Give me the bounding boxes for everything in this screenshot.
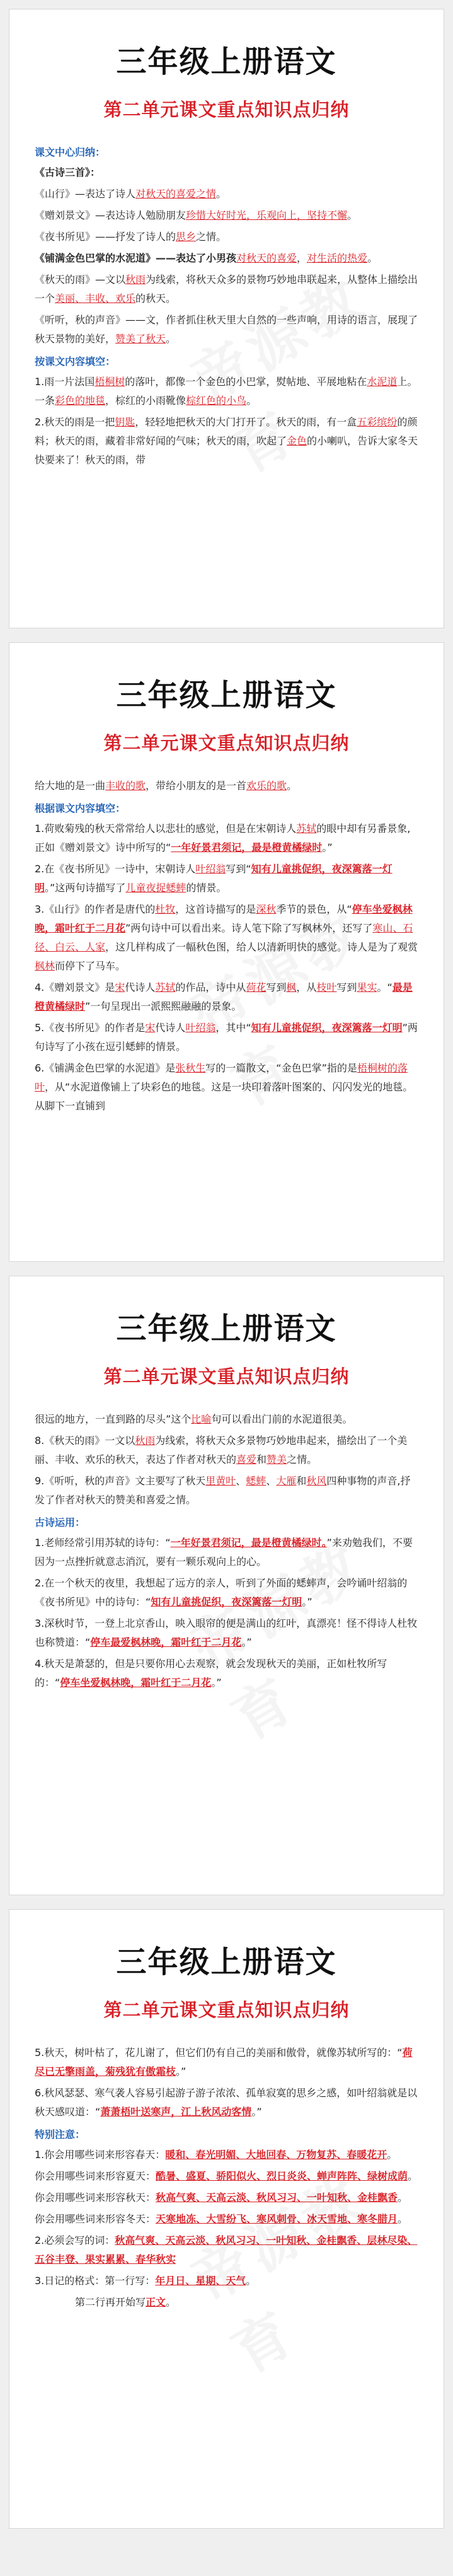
page-subtitle: 第二单元课文重点知识点归纳 [103, 99, 350, 120]
page-subtitle: 第二单元课文重点知识点归纳 [103, 1366, 350, 1387]
paragraph: 《古诗三首》： [35, 166, 101, 178]
paragraph: 1.老师经常引用苏轼的诗句：“一年好景君须记，最是橙黄橘绿时。”来劝勉我们，不要因为一点挫折就意志消沉，要有一颗乐观向上的心。 [35, 1537, 413, 1568]
page-title: 三年级上册语文 [116, 678, 337, 713]
paragraph: 《听听，秋的声音》——文，作者抓住秋天里大自然的一些声响，用诗的语言，展现了秋天景物的美好，赞美了秋天。 [35, 314, 418, 345]
paragraph: 4.秋天是萧瑟的，但是只要你用心去观察，就会发现秋天的美丽，正如杜牧所写的：“停车坐爱枫林晚，霜叶红于二月花。” [35, 1658, 387, 1689]
paragraph: 《山行》—表达了诗人对秋天的喜爱之情。 [35, 188, 227, 200]
paragraph: 6.《铺满金色巴掌的水泥道》是张秋生写的一篇散文，“金色巴掌”指的是梧桐树的落叶，从“水泥道像铺上了块彩色的地毯。这是一块印着落叶图案的、闪闪发光的地毯。从脚下一直铺到 [35, 1062, 413, 1112]
paragraph: 2.秋天的雨是一把钥匙，轻轻地把秋天的大门打开了。秋天的雨，有一盒五彩缤纷的颜料；秋天的雨，藏着非常好闻的气味；秋天的雨，吹起了金色的小喇叭，告诉大家冬天快要来了！秋天的雨，带 [35, 416, 418, 466]
paragraph: 1.你会用哪些词来形容春天：暖和、春光明媚、大地回春、万物复苏、春暖花开。 [35, 2149, 398, 2161]
page-title: 三年级上册语文 [116, 1311, 337, 1346]
paragraph: 《夜书所见》——抒发了诗人的思乡之情。 [35, 231, 227, 243]
paragraph: 4.《赠刘景文》是宋代诗人苏轼的作品，诗中从荷花写到枫，从枝叶写到果实。“最是橙黄橘绿时”一句呈现出一派熙熙融融的景象。 [35, 981, 413, 1012]
paragraph: 8.《秋天的雨》一文以秋雨为线索，将秋天众多景物巧妙地串起来，描绘出了一个美丽、丰收、欢乐的秋天，表达了作者对秋天的喜爱和赞美之情。 [35, 1435, 408, 1465]
paragraph: 给大地的是一曲丰收的歌，带给小朋友的是一首欢乐的歌。 [35, 780, 297, 792]
section-heading: 根据课文内容填空： [35, 802, 126, 814]
paragraph: 第二行再开始写正文。 [75, 2296, 176, 2308]
paragraph: 1.荷败菊残的秋天常常给人以悲壮的感觉，但是在宋朝诗人苏轼的眼中却有另番景象,正如《赠刘景文》诗中所写的“一年好景君须记，最是橙黄橘绿时。” [35, 823, 411, 853]
paragraph: 5.《夜书所见》的作者是宋代诗人叶绍翁，其中“知有儿童挑促织，夜深篱落一灯明”两句诗写了小孩在逗引蟋蟀的情景。 [35, 1022, 418, 1053]
page-4 [9, 1909, 444, 2529]
section-heading: 特别注意： [35, 2128, 86, 2140]
paragraph: 3.深秋时节，一登上北京香山，映入眼帘的便是满山的红叶，真漂亮！怪不得诗人杜牧也称赞道：“停车最爱枫林晚，霜叶红于二月花。” [35, 1617, 418, 1648]
paragraph: 很远的地方，一直到路的尽头”这个比喻句可以看出门前的水泥道很美。 [35, 1413, 353, 1425]
paragraph: 3.《山行》的作者是唐代的杜牧，这首诗描写的是深秋季节的景色，从“停车坐爱枫林晚，霜叶红于二月花”两句诗中可以看出来。诗人笔下除了写枫林外，还写了寒山、石径、白云、人家，这几样构成了一幅秋色图，给人以清新明快的感觉。诗人是为了观赏枫林而停下了马车。 [35, 903, 418, 972]
page-2 [9, 642, 444, 1262]
page-title: 三年级上册语文 [116, 1944, 337, 1980]
section-heading: 古诗运用： [35, 1516, 86, 1528]
paragraph: 9.《听听，秋的声音》文主要写了秋天里黄叶、蟋蟀、大雁和秋风四种事物的声音,抒发了作者对秋天的赞美和喜爱之情。 [35, 1475, 411, 1506]
paragraph: 3.日记的格式：第一行写：年月日、星期、天气。 [35, 2275, 256, 2287]
paragraph: 《赠刘景文》—表达诗人勉励朋友珍惜大好时光，乐观向上，坚持不懈。 [35, 209, 358, 221]
page-subtitle: 第二单元课文重点知识点归纳 [103, 1999, 350, 2021]
paragraph: 《秋天的雨》—文以秋雨为线索，将秋天众多的景物巧妙地串联起来，从整体上描绘出一个美丽、丰收、欢乐的秋天。 [35, 274, 418, 304]
paragraph: 你会用哪些词来形容冬天：天寒地冻、大雪纷飞、寒风刺骨、冰天雪地、寒冬腊月。 [35, 2213, 408, 2225]
page-3 [9, 1276, 444, 1895]
page-title: 三年级上册语文 [116, 44, 337, 79]
paragraph: 2.在《夜书所见》一诗中，宋朝诗人叶绍翁写到“知有儿童挑促织，夜深篱落一灯明。”这两句诗描写了儿童夜捉蟋蟀的情景。 [35, 863, 393, 894]
paragraph: 5.秋天，树叶枯了，花儿谢了，但它们仍有自己的美丽和傲骨，就像苏轼所写的：“荷尽已无擎雨盖，菊残犹有傲霜枝。” [35, 2047, 413, 2077]
paragraph: 2.必须会写的词：秋高气爽、天高云淡、秋风习习、一叶知秋、金桂飘香、层林尽染、五谷丰登、果实累累、春华秋实 [35, 2234, 418, 2265]
paragraph: 1.雨一片法国梧桐树的落叶，都像一个金色的小巴掌，熨帖地、平展地粘在水泥道上。一条彩色的地毯，棕红的小雨靴像棕红色的小鸟。 [35, 376, 418, 407]
paragraph: 2.在一个秋天的夜里，我想起了远方的亲人，听到了外面的蟋蟀声，会吟诵叶绍翁的《夜书所见》中的诗句：“知有儿童挑促织，夜深篱落一灯明。” [35, 1577, 408, 1608]
section-heading: 课文中心归纳： [35, 146, 106, 158]
paragraph: 你会用哪些词来形容秋天：秋高气爽、天高云淡、秋风习习、一叶知秋、金桂飘香。 [35, 2192, 408, 2203]
page-1 [9, 9, 444, 628]
paragraph: 《铺满金色巴掌的水泥道》——表达了小男孩对秋天的喜爱，对生活的热爱。 [35, 252, 378, 264]
paragraph: 你会用哪些词来形容夏天：酷暑、盛夏、骄阳似火、烈日炎炎、蝉声阵阵、绿树成荫。 [35, 2170, 418, 2182]
paragraph: 6.秋风瑟瑟、寒气袭人容易引起游子游子浓浓、孤单寂寞的思乡之感，如叶绍翁就是以秋天感叹道：“萧萧梧叶送寒声，江上秋风动客情。” [35, 2087, 418, 2118]
section-heading: 按课文内容填空： [35, 355, 116, 367]
page-subtitle: 第二单元课文重点知识点归纳 [103, 732, 350, 754]
